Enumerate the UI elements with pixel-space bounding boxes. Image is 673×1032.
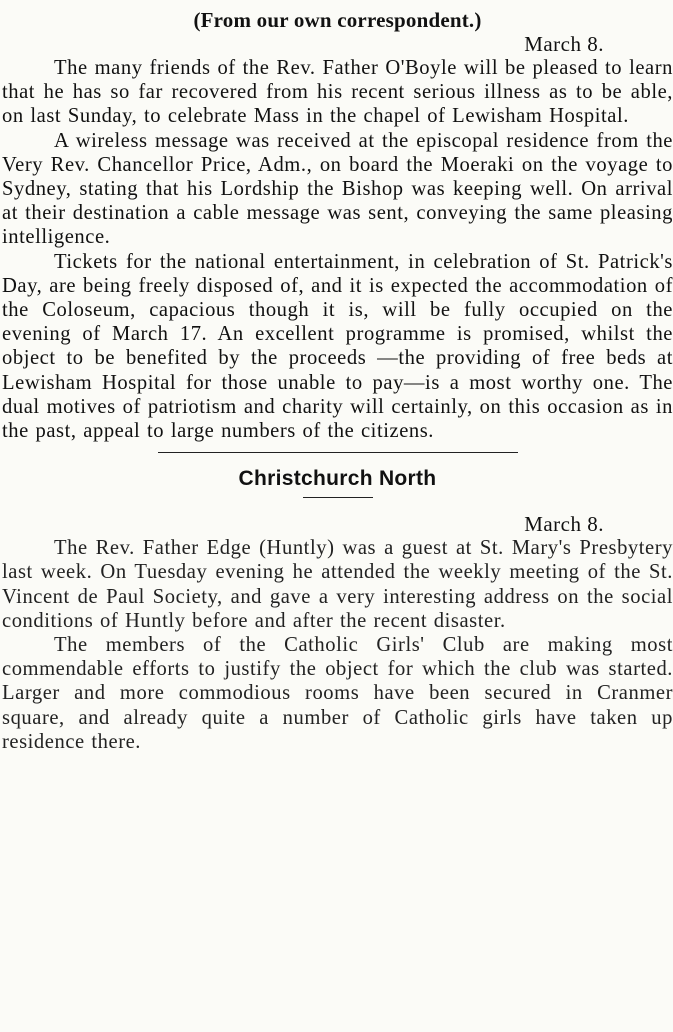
paragraph: The many friends of the Rev. Father O'Boyle will be pleased to learn that he has so far recovered from his recent serious illness as to be able, on last Sunday, to celebrate Mass in the chapel of Lewisham Hospital. [2, 57, 673, 128]
paragraph: The members of the Catholic Girls' Club are making most commendable efforts to justify the object for which the club was started. Larger and more commodious rooms have been secured in Cranmer square, and already quite a number of Catholic girls have taken up residence there. [2, 634, 673, 753]
heading-underline [303, 497, 373, 498]
correspondent-byline: (From our own correspondent.) [193, 8, 482, 32]
dateline: March 8. [524, 512, 604, 537]
dateline: March 8. [524, 32, 604, 56]
paragraph: Tickets for the national entertainment, in celebration of St. Patrick's Day, are being freely disposed of, and it is expected the accommodation of the Coloseum, capacious though it is, will be fully occupied on the evening of March 17. An excellent programme is promised, whilst the object to be benefited by the proceeds —the providing of free beds at Lewisham Hospital for those unable to pay—is a most worthy one. The dual motives of patriotism and charity will certainly, on this occasion as in the past, appeal to large numbers of the citizens. [2, 250, 673, 443]
section-divider [158, 452, 518, 453]
section-heading: Christchurch North [238, 467, 437, 491]
paragraph: The Rev. Father Edge (Huntly) was a guest at St. Mary's Presbytery last week. On Tuesday evening he attended the weekly meeting of the St. Vincent de Paul Society, and gave a very interesting address on the social conditions of Huntly before and after the recent disaster. [2, 537, 673, 632]
paragraph: A wireless message was received at the episcopal residence from the Very Rev. Chancellor Price, Adm., on board the Moeraki on the voyage to Sydney, stating that his Lordship the Bishop was keeping well. On arrival at their destination a cable message was sent, conveying the same pleasing intelligence. [2, 129, 673, 249]
